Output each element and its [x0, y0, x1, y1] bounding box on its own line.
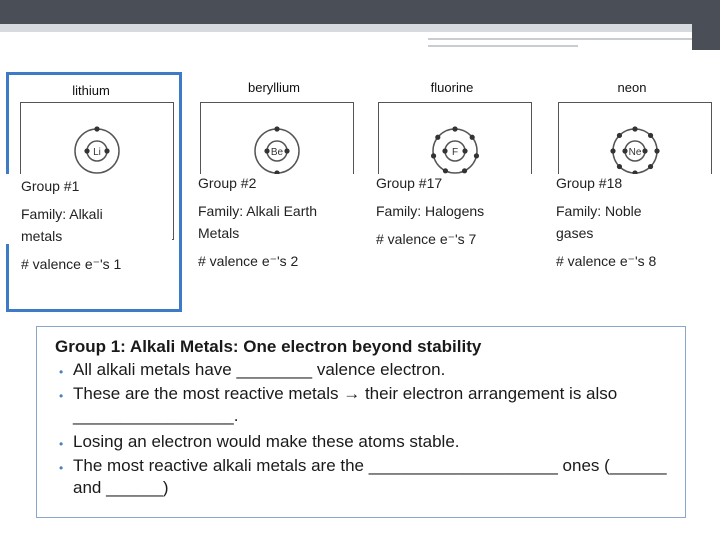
- bullet-dot-icon: •: [59, 365, 64, 379]
- electron-dot: [264, 148, 269, 153]
- electron-dot: [462, 148, 467, 153]
- valence-label: # valence e⁻'s 7: [376, 231, 477, 247]
- bullet-dot-icon: •: [59, 461, 64, 475]
- electron-dot: [610, 148, 615, 153]
- element-column-neon[interactable]: [544, 72, 720, 312]
- electron-dot: [284, 148, 289, 153]
- electron-dot: [648, 164, 653, 169]
- element-symbol: F: [451, 147, 459, 158]
- textbox-title: Group 1: Alkali Metals: One electron beyond stability: [55, 337, 482, 356]
- valence-label: # valence e⁻'s 1: [21, 256, 122, 272]
- element-column-lithium[interactable]: [6, 72, 182, 312]
- electron-dot: [648, 133, 653, 138]
- family-label: Family: Alkali: [21, 206, 103, 222]
- bullet-text: Losing an electron would make these atoms stable.: [73, 432, 460, 451]
- electron-dot: [274, 126, 279, 131]
- electron-dot: [474, 153, 479, 158]
- electron-dot: [84, 148, 89, 153]
- group-label: Group #1: [21, 178, 80, 194]
- element-symbol: Ne: [628, 147, 642, 158]
- electron-dot: [435, 135, 440, 140]
- element-symbol: Be: [270, 147, 284, 158]
- atom-diagram: [251, 125, 303, 177]
- family-label: Family: Noble: [556, 203, 642, 219]
- electron-dot: [94, 126, 99, 131]
- element-name: fluorine: [430, 80, 474, 95]
- electron-dot: [442, 148, 447, 153]
- bullet-dot-icon: •: [59, 389, 64, 403]
- electron-dot: [654, 148, 659, 153]
- bullet-text: The most reactive alkali metals are the ____________________ ones (______ and ______): [73, 456, 667, 497]
- group-label: Group #2: [198, 175, 257, 191]
- element-name: neon: [617, 80, 647, 95]
- decorative-line: [428, 45, 578, 47]
- atom-diagram: [429, 125, 481, 177]
- atom-diagram: [71, 125, 123, 177]
- header-bar: [0, 0, 720, 24]
- electron-dot: [462, 168, 467, 173]
- electron-dot: [622, 148, 627, 153]
- element-symbol: Li: [93, 147, 101, 158]
- electron-dot: [642, 148, 647, 153]
- decorative-line: [428, 38, 692, 40]
- electron-dot: [452, 126, 457, 131]
- atom-diagram: [609, 125, 661, 177]
- element-column-fluorine[interactable]: [364, 72, 540, 312]
- electron-dot: [104, 148, 109, 153]
- bullet-text: All alkali metals have ________ valence electron.: [73, 360, 446, 379]
- valence-label: # valence e⁻'s 8: [556, 253, 657, 269]
- element-name: beryllium: [247, 80, 300, 95]
- family-label-cont: gases: [556, 225, 594, 241]
- electron-dot: [431, 153, 436, 158]
- bullet-dot-icon: •: [59, 437, 64, 451]
- valence-label: # valence e⁻'s 2: [198, 253, 299, 269]
- family-label-cont: metals: [21, 228, 63, 244]
- bullet-text: These are the most reactive metals → their electron arrangement is also _________________.: [73, 384, 618, 425]
- family-label: Family: Alkali Earth: [198, 203, 318, 219]
- electron-dot: [470, 135, 475, 140]
- electron-dot: [632, 126, 637, 131]
- element-name: lithium: [72, 83, 110, 98]
- group-label: Group #17: [376, 175, 443, 191]
- element-column-beryllium[interactable]: [186, 72, 362, 312]
- header-bar-end: [692, 0, 720, 50]
- family-label: Family: Halogens: [376, 203, 485, 219]
- electron-dot: [617, 133, 622, 138]
- family-label-cont: Metals: [198, 225, 240, 241]
- alkali-metals-textbox[interactable]: [36, 326, 686, 518]
- electron-dot: [443, 168, 448, 173]
- group-label: Group #18: [556, 175, 623, 191]
- electron-dot: [617, 164, 622, 169]
- header-stripe: [0, 24, 692, 32]
